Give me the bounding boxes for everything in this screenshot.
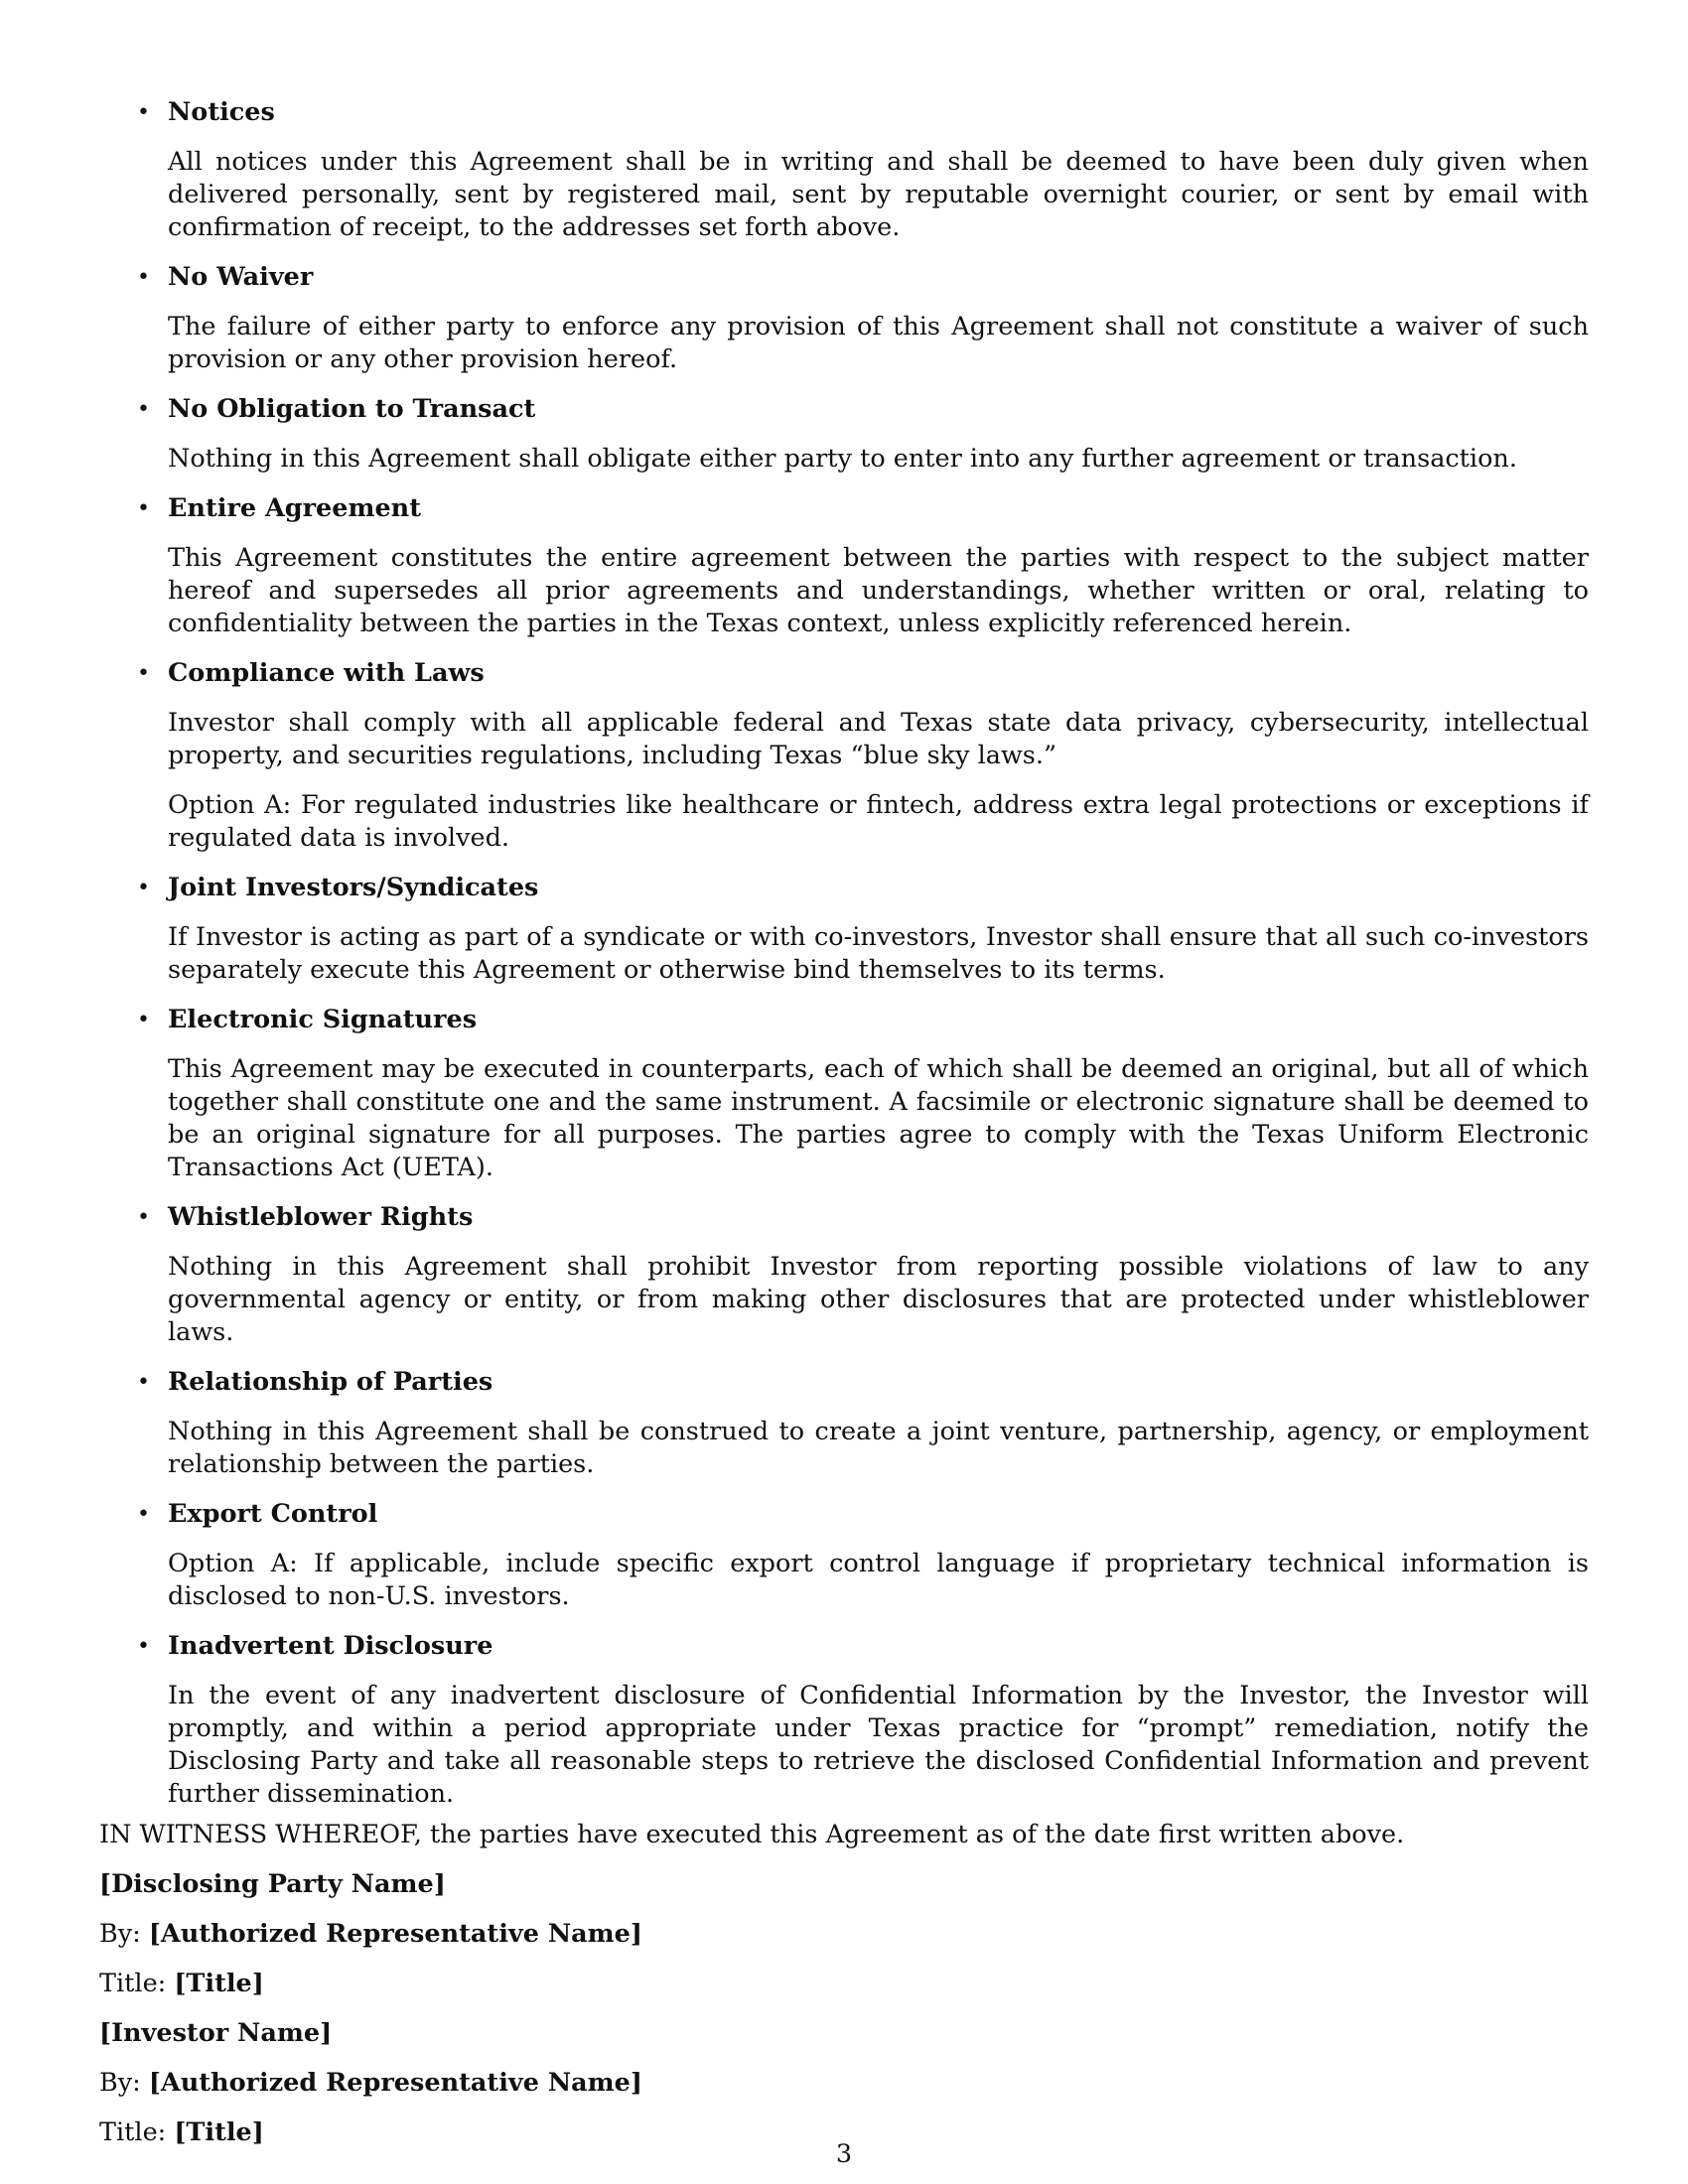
clause-entire-agreement (99, 492, 1589, 640)
bullet-icon: • (137, 876, 150, 900)
title-value: [Title] (174, 1969, 264, 1998)
bullet-icon: • (137, 265, 150, 290)
clause-heading: No Waiver (168, 262, 314, 292)
disclosing-by-line (99, 1918, 1589, 1951)
clause-heading: Entire Agreement (168, 493, 421, 523)
clause-heading: Notices (168, 97, 275, 127)
clause-heading: Joint Investors/Syndicates (168, 873, 539, 902)
clause-paragraph: This Agreement may be executed in counterparts, each of which shall be deemed an original, but all of which together shall constitute one and the same instrument. A facsimile or electronic signature shall be deemed to be an original signature for all purposes. The parties agree to comply with the Texas Uniform Electronic Transactions Act (UETA). (168, 1054, 1589, 1182)
clause-joint-investors (99, 872, 1589, 987)
clause-heading: Relationship of Parties (168, 1367, 493, 1397)
clause-notices (99, 96, 1589, 244)
clause-no-obligation (99, 393, 1589, 476)
clause-export-control (99, 1498, 1589, 1613)
clause-no-waiver (99, 261, 1589, 376)
bullet-icon: • (137, 397, 150, 422)
clause-heading: No Obligation to Transact (168, 394, 536, 424)
clause-paragraph: Nothing in this Agreement shall prohibit Investor from reporting possible violations of law to any governmental agency or entity, or from making other disclosures that are protected under whistleblower laws. (168, 1252, 1589, 1347)
clause-inadvertent-disclosure (99, 1630, 1589, 1811)
clause-whistleblower-rights (99, 1201, 1589, 1349)
clause-relationship-of-parties (99, 1366, 1589, 1481)
clause-paragraph: This Agreement constitutes the entire agreement between the parties with respect to the subject matter hereof and supersedes all prior agreements and understandings, whether written or oral, relating to confidentiality between the parties in the Texas context, unless explicitly referenced herein. (168, 543, 1589, 638)
clause-paragraph: The failure of either party to enforce any provision of this Agreement shall not constitute a waiver of such provision or any other provision hereof. (168, 312, 1589, 374)
clause-paragraph: If Investor is acting as part of a syndicate or with co-investors, Investor shall ensure that all such co-investors separately execute this Agreement or otherwise bind themselves to its terms. (168, 922, 1589, 985)
bullet-icon: • (137, 1634, 150, 1659)
by-label: By: (99, 2068, 141, 2098)
bullet-icon: • (137, 100, 150, 125)
clause-paragraph: Option A: If applicable, include specific export control language if proprietary technical information is disclosed to non-U.S. investors. (168, 1549, 1589, 1611)
page-number: 3 (835, 2139, 853, 2169)
by-label: By: (99, 1919, 141, 1949)
bullet-icon: • (137, 1205, 150, 1230)
clause-paragraph: Nothing in this Agreement shall be construed to create a joint venture, partnership, agency, or employment relationship between the parties. (168, 1417, 1589, 1479)
clause-paragraph: All notices under this Agreement shall be in writing and shall be deemed to have been duly given when delivered personally, sent by registered mail, sent by reputable overnight courier, or sent by email with confirmation of receipt, to the addresses set forth above. (168, 147, 1589, 242)
investor-name: [Investor Name] (99, 2018, 333, 2048)
title-label: Title: (99, 1969, 167, 1998)
disclosing-title-line (99, 1968, 1589, 2000)
clause-heading: Electronic Signatures (168, 1005, 478, 1034)
bullet-icon: • (137, 1370, 150, 1395)
clause-heading: Inadvertent Disclosure (168, 1631, 493, 1661)
clause-list (99, 96, 1589, 1811)
clause-heading: Whistleblower Rights (168, 1202, 474, 1232)
title-label: Title: (99, 2117, 167, 2147)
document-page (99, 96, 1589, 2166)
investor-by-line (99, 2067, 1589, 2100)
authorized-representative-name: [Authorized Representative Name] (148, 2068, 642, 2098)
witness-statement: IN WITNESS WHEREOF, the parties have executed this Agreement as of the date first written above. (99, 1820, 1405, 1849)
clause-option-paragraph: Option A: For regulated industries like healthcare or fintech, address extra legal protections or exceptions if regulated data is involved. (168, 790, 1589, 853)
signature-block-disclosing (99, 1868, 1589, 2000)
clause-heading: Compliance with Laws (168, 658, 485, 688)
clause-electronic-signatures (99, 1004, 1589, 1184)
clause-paragraph: Nothing in this Agreement shall obligate either party to enter into any further agreement or transaction. (168, 444, 1517, 474)
title-value: [Title] (174, 2117, 264, 2147)
clause-compliance-with-laws (99, 657, 1589, 855)
clause-heading: Export Control (168, 1499, 378, 1529)
bullet-icon: • (137, 1502, 150, 1527)
bullet-icon: • (137, 661, 150, 686)
clause-paragraph: In the event of any inadvertent disclosure of Confidential Information by the Investor, the Investor will promptly, and within a period appropriate under Texas practice for “prompt” remediation, notify the Disclosing Party and take all reasonable steps to retrieve the disclosed Confidential Information and prevent further dissemination. (168, 1681, 1589, 1809)
disclosing-party-name: [Disclosing Party Name] (99, 1869, 446, 1899)
authorized-representative-name: [Authorized Representative Name] (148, 1919, 642, 1949)
bullet-icon: • (137, 1008, 150, 1032)
bullet-icon: • (137, 496, 150, 521)
clause-paragraph: Investor shall comply with all applicable federal and Texas state data privacy, cybersecurity, intellectual property, and securities regulations, including Texas “blue sky laws.” (168, 708, 1589, 770)
signature-block-investor (99, 2017, 1589, 2149)
